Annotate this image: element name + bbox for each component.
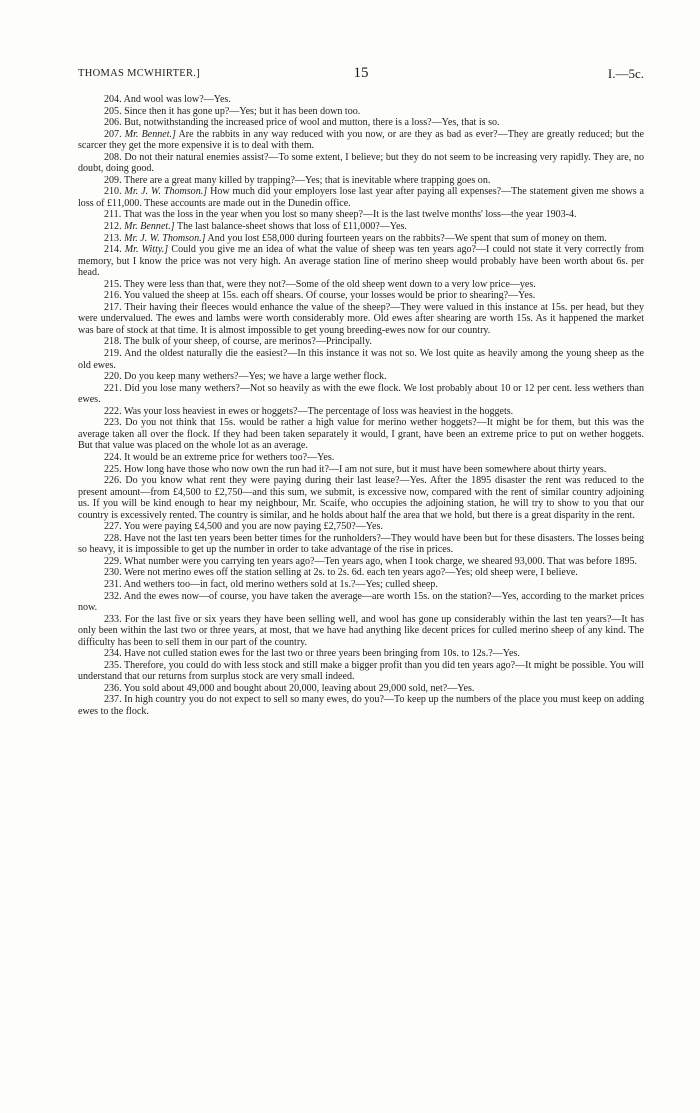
question-answer-text: Did you lose many wethers?—Not so heavily as with the ewe flock. We lost probably about 10 or 12 per cent. less wethers than ewes. [78, 382, 644, 406]
question-number: 233. [104, 613, 122, 625]
testimony-paragraph [78, 475, 644, 521]
question-answer-text: How much did your employers lose last year after paying all expenses?—The statement given me shows a loss of £11,000. These accounts are made out in the Dunedin office. [78, 186, 644, 209]
question-number: 214. [104, 244, 122, 256]
testimony-paragraph [78, 579, 644, 591]
question-answer-text: You sold about 49,000 and bought about 20,000, leaving about 29,000 sold, net?—Yes. [123, 682, 475, 694]
question-number: 223. [104, 417, 122, 429]
question-number: 232. [104, 590, 122, 602]
speaker-name: Mr. Witty.] [124, 244, 169, 256]
question-answer-text: But, notwithstanding the increased price of wool and mutton, there is a loss?—Yes, that is so. [124, 117, 500, 129]
question-number: 208. [104, 151, 122, 163]
question-number: 236. [104, 682, 122, 694]
question-answer-text: In high country you do not expect to sell so many ewes, do you?—To keep up the numbers of the place you must keep on adding ewes to the flock. [78, 694, 644, 717]
question-answer-text: The last balance-sheet shows that loss of £11,000?—Yes. [176, 221, 407, 233]
question-answer-text: They were less than that, were they not?—Some of the old sheep went down to a very low price—yes. [123, 278, 536, 290]
testimony-paragraph [78, 94, 644, 106]
question-answer-text: Do you not think that 15s. would be rather a high value for merino wether hoggets?—It might be for them, but this was the average taken all over the flock. If they had been taken separately it would, I grant, have been an extreme price to put on wether hoggets. But that value was placed on the whole lot as an average. [78, 417, 644, 452]
testimony-paragraph [78, 683, 644, 695]
question-answer-text: For the last five or six years they have been selling well, and wool has gone up considerably within the last ten years?—It has only been within the last two or three years, at most, that we have had anything like decent prices for culled merino sheep of any kind. The difficulty has been to sell them in our part of the country. [78, 613, 644, 648]
question-answer-text: Have not culled station ewes for the last two or three years been bringing from 10s. to 12s.?—Yes. [124, 648, 520, 660]
question-number: 227. [104, 521, 122, 533]
question-answer-text: Since then it has gone up?—Yes; but it has been down too. [124, 105, 361, 117]
question-number: 221. [104, 382, 122, 394]
question-answer-text: Could you give me an idea of what the value of sheep was ten years ago?—I could not state it very correctly from memory, but I know the price was not very high. An average station line of merino sheep would probably have been worth about 6s. per head. [78, 244, 644, 279]
question-number: 211. [104, 209, 122, 221]
question-number: 234. [104, 648, 122, 660]
question-number: 205. [104, 105, 122, 117]
witness-name: THOMAS MCWHIRTER.] [78, 68, 201, 79]
testimony-paragraph [78, 279, 644, 291]
question-number: 216. [104, 290, 122, 302]
question-number: 207. [104, 128, 122, 140]
question-number: 230. [104, 567, 122, 579]
question-answer-text: Have not the last ten years been better times for the runholders?—They would have been but for these disasters. The losses being so heavy, it is impossible to get up the number in order to take advantage of the rise in prices. [78, 532, 645, 556]
testimony-paragraph [78, 614, 644, 649]
testimony-paragraph [78, 383, 644, 406]
testimony-paragraph [78, 660, 644, 683]
question-answer-text: You were paying £4,500 and you are now paying £2,750?—Yes. [123, 521, 383, 533]
speaker-name: Mr. Bennet.] [124, 128, 176, 140]
question-answer-text: And the ewes now—of course, you have taken the average—are worth 15s. on the station?—Yes, according to the market prices now. [78, 590, 644, 614]
question-answer-text: That was the loss in the year when you lost so many sheep?—It is the last twelve months' loss—the year 1903-4. [123, 209, 577, 221]
question-answer-text: The bulk of your sheep, of course, are merinos?—Principally. [123, 336, 372, 348]
question-answer-text: Do you keep many wethers?—Yes; we have a large wether flock. [124, 371, 387, 383]
question-number: 228. [104, 532, 122, 544]
question-answer-text: Their having their fleeces would enhance the value of the sheep?—They were valued in this instance at 15s. per head, but they were undervalued. The ewes and lambs were worth considerably more. Old ewes after shearing are worth 15s. As it happened the market was bare of stock at that time. It is almost impossible to get young breeding-ewes now for our country. [78, 301, 644, 336]
testimony-paragraph [78, 452, 644, 464]
question-number: 210. [104, 186, 122, 198]
page-number: 15 [353, 65, 369, 81]
question-number: 222. [104, 405, 122, 417]
question-number: 206. [104, 117, 122, 129]
testimony-paragraph [78, 521, 644, 533]
testimony-paragraph [78, 567, 644, 579]
speaker-name: Mr. J. W. Thomson.] [124, 232, 206, 244]
testimony-paragraph [78, 209, 644, 221]
testimony-paragraph [78, 244, 644, 279]
question-answer-text: And wethers too—in fact, old merino wethers sold at 1s.?—Yes; culled sheep. [123, 578, 438, 590]
question-number: 235. [104, 659, 122, 671]
testimony-paragraph [78, 556, 644, 568]
question-answer-text: Are the rabbits in any way reduced with you now, or are they as bad as ever?—They are greatly reduced; but the scarcer they get the more expensive it is to deal with them. [78, 128, 644, 152]
testimony-paragraph [78, 648, 644, 660]
question-number: 231. [104, 578, 122, 590]
document-reference: I.—5c. [607, 66, 644, 81]
question-answer-text: It would be an extreme price for wethers too?—Yes. [124, 451, 335, 463]
testimony-paragraph [78, 371, 644, 383]
testimony-paragraph [78, 336, 644, 348]
testimony-paragraph [78, 186, 644, 209]
question-number: 213. [104, 232, 122, 244]
testimony-paragraph [78, 106, 644, 118]
question-answer-text: Were not merino ewes off the station selling at 2s. to 2s. 6d. each ten years ago?—Yes; old sheep were, I believe. [123, 567, 578, 579]
question-number: 209. [104, 174, 122, 186]
question-number: 218. [104, 336, 122, 348]
testimony-paragraph [78, 152, 644, 175]
testimony-paragraph [78, 591, 644, 614]
question-answer-text: There are a great many killed by trapping?—Yes; that is inevitable where trapping goes on. [123, 174, 491, 186]
question-number: 219. [104, 348, 122, 360]
testimony-paragraph [78, 533, 644, 556]
testimony-body [78, 94, 644, 718]
question-number: 212. [104, 221, 122, 233]
question-number: 220. [104, 371, 122, 383]
speaker-name: Mr. J. W. Thomson.] [124, 186, 208, 198]
testimony-paragraph [78, 406, 644, 418]
question-number: 237. [104, 694, 122, 706]
question-answer-text: And you lost £58,000 during fourteen years on the rabbits?—We spent that sum of money on them. [207, 232, 607, 244]
question-answer-text: You valued the sheep at 15s. each off shears. Of course, your losses would be prior to shearing?—Yes. [123, 290, 536, 302]
testimony-paragraph [78, 464, 644, 476]
testimony-paragraph [78, 290, 644, 302]
speaker-name: Mr. Bennet.] [124, 221, 175, 233]
question-answer-text: Do you know what rent they were paying during their last lease?—Yes. After the 1895 disaster the rent was reduced to the present amount—from £4,500 to £2,750—and this sum, we submit, is excessive now, compared with the rent of similar country adjoining us. If you will be kind enough to hear my neighbour, Mr. Scaife, who occupies the adjoining station, he will try to show to you that our country is excessively rented. The country is similar, and he holds about half the area that we hold, but there is a great disparity in the rent. [78, 475, 644, 521]
question-answer-text: And wool was low?—Yes. [123, 94, 231, 105]
question-number: 226. [104, 475, 122, 487]
question-answer-text: Do not their natural enemies assist?—To some extent, I believe; but they do not seem to be increasing very rapidly. They are, no doubt, doing good. [78, 151, 645, 175]
testimony-paragraph [78, 302, 644, 337]
question-answer-text: Was your loss heaviest in ewes or hoggets?—The percentage of loss was heaviest in the hoggets. [123, 405, 514, 417]
question-answer-text: How long have those who now own the run had it?—I am not sure, but it must have been somewhere about thirty years. [124, 463, 607, 475]
question-number: 229. [104, 555, 122, 567]
question-number: 225. [104, 463, 122, 475]
question-answer-text: Therefore, you could do with less stock and still make a bigger profit than you did ten years ago?—It might be possible. You will understand that our returns from surplus stock are very small indeed. [78, 659, 644, 683]
question-number: 217. [104, 301, 122, 313]
testimony-paragraph [78, 221, 644, 233]
question-number: 224. [104, 451, 122, 463]
question-answer-text: What number were you carrying ten years ago?—Ten years ago, when I took charge, we sheared 93,000. That was before 1895. [123, 555, 638, 567]
testimony-paragraph [78, 694, 644, 717]
testimony-paragraph [78, 417, 644, 452]
question-answer-text: And the oldest naturally die the easiest?—In this instance it was not so. We lost quite as heavily among the young sheep as the old ewes. [78, 348, 644, 371]
testimony-paragraph [78, 117, 644, 129]
question-number: 204. [104, 94, 122, 105]
testimony-paragraph [78, 348, 644, 371]
testimony-paragraph [78, 129, 644, 152]
testimony-paragraph [78, 175, 644, 187]
question-number: 215. [104, 278, 122, 290]
page-header [78, 66, 644, 86]
testimony-paragraph [78, 233, 644, 245]
